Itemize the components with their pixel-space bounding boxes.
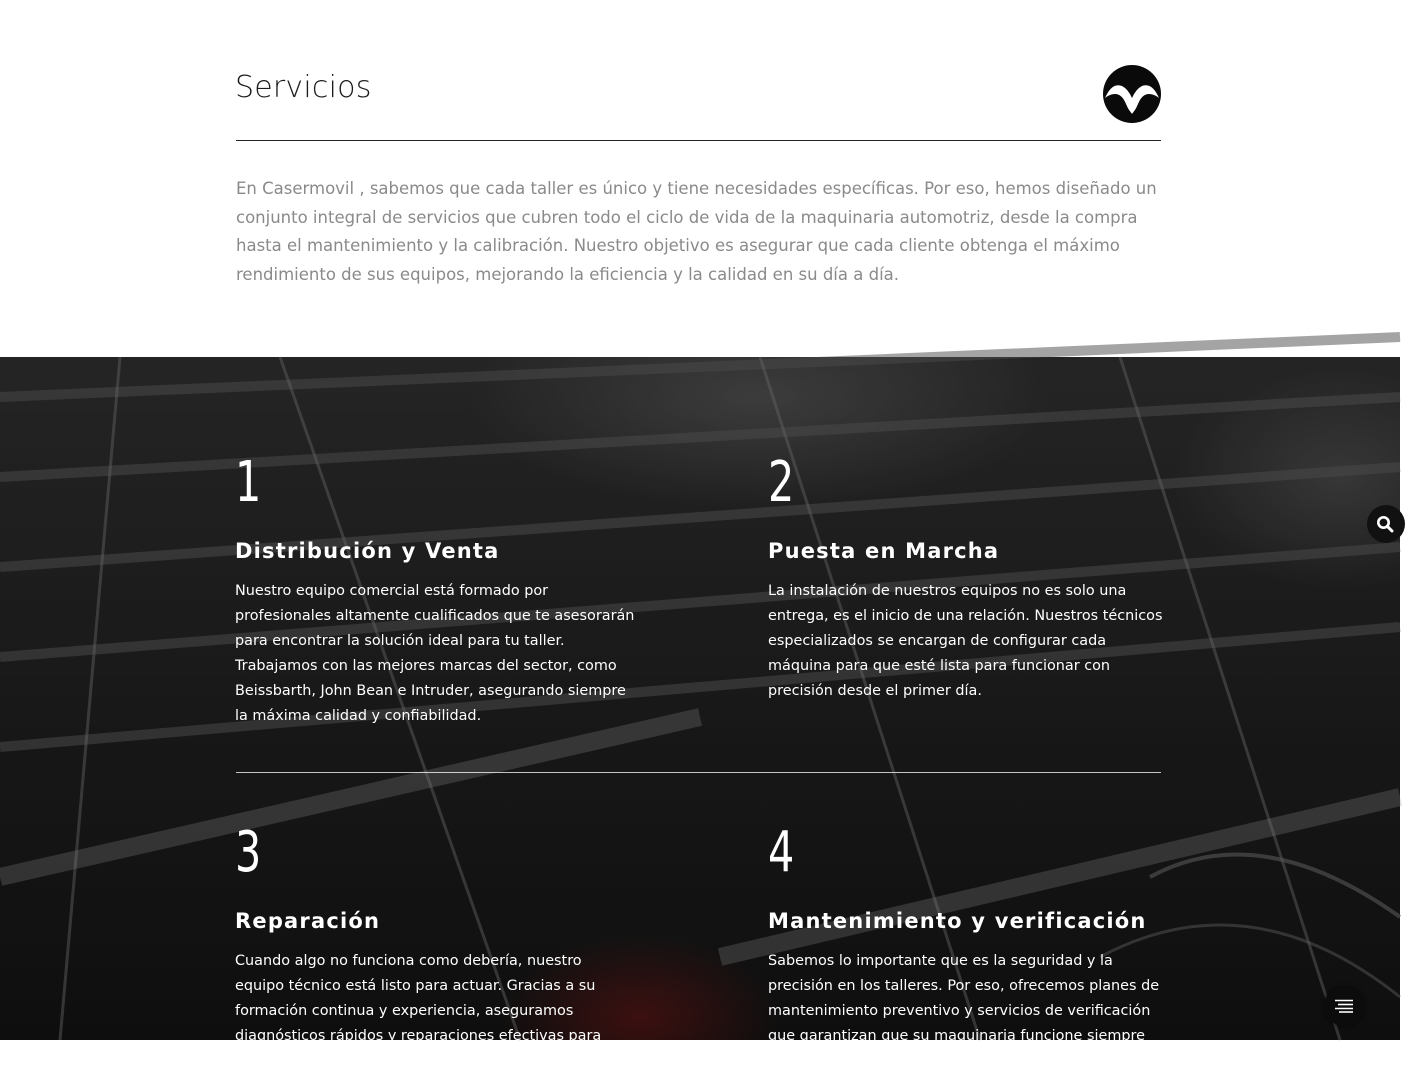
service-number: 1 [235,450,262,515]
title-divider [236,140,1161,141]
service-description: Cuando algo no funciona como debería, nuestro equipo técnico está listo para actuar. Gracias a su formación continua y experiencia, aseguramos diagnósticos rápidos y reparaciones efectivas para minimizar tiempos de [235,953,602,1069]
menu-button[interactable] [1324,986,1364,1026]
service-description: La instalación de nuestros equipos no es solo una entrega, es el inicio de una relación. Nuestros técnicos especializados se encargan de configurar cada máquina para que esté lista para funcionar con precisión desde el primer día. [768,583,1163,699]
service-title: Mantenimiento y verificación [768,909,1147,933]
background-overlay [0,357,1400,1040]
services-divider [236,772,1161,773]
casermovil-logo-icon[interactable] [1102,64,1162,124]
service-card-reparacion [235,820,635,1074]
service-card-mantenimiento [768,820,1168,1074]
service-title: Puesta en Marcha [768,539,1000,563]
service-description: Sabemos lo importante que es la seguridad y la precisión en los talleres. Por eso, ofrecemos planes de mantenimiento preventivo y servicios de verificación que garantizan que su maquinaria funcione siempre en [768,953,1160,1069]
intro-paragraph: En Casermovil , sabemos que cada taller es único y tiene necesidades específicas. Por eso, hemos diseñado un conjunto integral de servicios que cubren todo el ciclo de vida de la maquinaria automotriz, desde la compra hasta el mantenimiento y la calibración. Nuestro objetivo es asegurar que cada cliente obtenga el máximo rendimiento de sus equipos, mejorando la eficiencia y la calidad en su día a día. [236,179,1157,285]
service-card-puesta-en-marcha [768,450,1168,704]
service-title: Reparación [235,909,381,933]
intro-section [0,0,1400,357]
service-description: Nuestro equipo comercial está formado por profesionales altamente cualificados que te asesorarán para encontrar la solución ideal para tu taller. Trabajamos con las mejores marcas del sector, como Beissbarth, John Bean e Intruder, asegurando siempre la máxima calidad y confiabilidad. [235,583,635,724]
service-title: Distribución y Venta [235,539,500,563]
service-number: 2 [768,450,795,515]
service-number: 4 [768,820,795,885]
search-button[interactable] [1367,505,1405,543]
page-title: Servicios [235,70,372,105]
hamburger-menu-icon [1334,999,1354,1013]
service-card-distribucion [235,450,635,728]
service-number: 3 [235,820,262,885]
search-icon [1376,515,1394,533]
services-section [0,357,1400,1069]
